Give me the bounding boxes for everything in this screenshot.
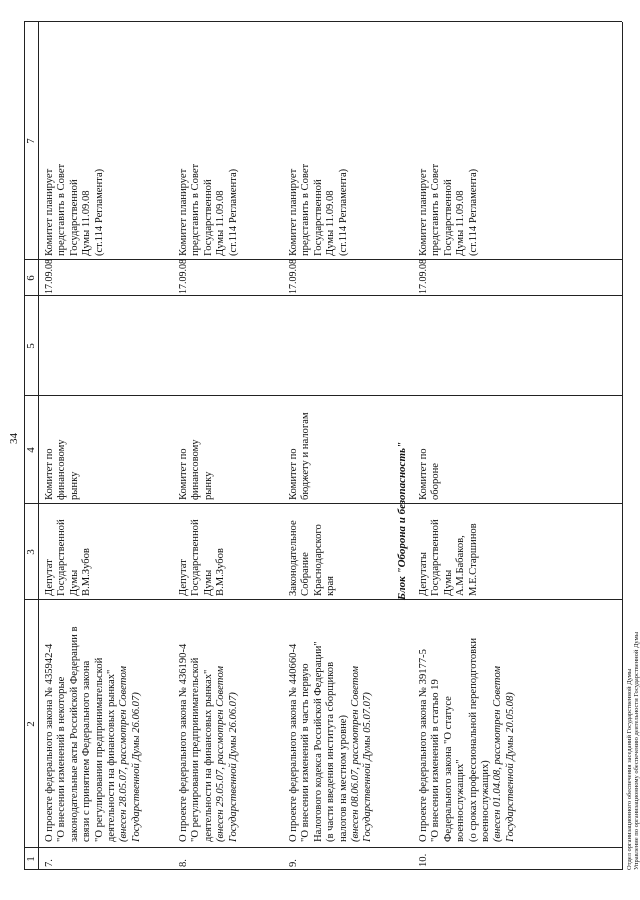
row-number: 9. — [288, 859, 299, 867]
row-plan: Комитет планирует представить в Совет Государственной Думы 11.09.08 (ст.114 Регламента) — [288, 163, 349, 256]
row-number: 10. — [418, 853, 429, 867]
row-title — [178, 602, 240, 842]
footer-line-1: Отдел организационного обеспечения заседаний Государственной Думы — [626, 668, 633, 870]
row-title-text: О проекте федерального закона № 39177-5 "О внесении изменений в статью 19 Федерального закона "О статусе военнослужащих" (о сроках профессиональной переподготовки военнослужащих) — [418, 638, 492, 842]
row-committee: Комитет по обороне — [418, 448, 442, 500]
row-title-text: О проекте федерального закона № 435942-4 "О внесении изменений в некоторые законодательные акты Российской Федерации в связи с принятием Федерального закона "О регулировании предпринимательской деятельности на финансовых рынках" — [44, 626, 118, 842]
row-date: 17.09.08 — [288, 259, 299, 294]
row-committee: Комитет по бюджету и налогам — [288, 412, 312, 500]
header-bottom-border — [38, 22, 39, 870]
row-plan: Комитет планирует представить в Совет Государственной Думы 11.09.08 (ст.114 Регламента) — [418, 163, 479, 256]
row-title — [288, 602, 375, 842]
column-border — [24, 599, 622, 600]
row-committee: Комитет по финансовому рынку — [178, 439, 214, 500]
column-border — [24, 295, 622, 296]
column-border — [24, 847, 622, 848]
row-plan: Комитет планирует представить в Совет Государственной Думы 11.09.08 (ст.114 Регламента) — [178, 163, 239, 256]
header-col-1: 1 — [25, 856, 37, 862]
row-number: 8. — [178, 859, 189, 867]
row-date: 17.09.08 — [44, 259, 55, 294]
row-note: (внесен 28.05.07, рассмотрен Советом Государственной Думы 26.06.07) — [118, 666, 142, 842]
header-col-3: 3 — [25, 549, 37, 555]
row-title-text: О проекте федерального закона № 436190-4 "О регулировании предпринимательской деятельности на финансовых рынках" — [178, 643, 214, 842]
row-number: 7. — [44, 859, 55, 867]
header-col-5: 5 — [25, 343, 37, 349]
row-title-text: О проекте федерального закона № 440660-4 "О внесении изменений в часть первую Налогового кодекса Российской Федерации" (в части введения института сборщиков налогов на местном уровне) — [288, 641, 349, 842]
header-col-6: 6 — [25, 275, 37, 281]
row-initiator: Депутат Государственной Думы В.М.Зубов — [44, 519, 93, 596]
row-title — [418, 602, 517, 842]
row-plan: Комитет планирует представить в Совет Государственной Думы 11.09.08 (ст.114 Регламента) — [44, 163, 105, 256]
row-note: (внесен 29.05.07, рассмотрен Советом Государственной Думы 26.06.07) — [215, 666, 239, 842]
header-col-7: 7 — [25, 138, 37, 144]
column-border — [24, 395, 622, 396]
footer-line-2: Управление по организационному обеспечению деятельности Государственной Думы — [633, 631, 640, 870]
row-initiator: Депутаты Государственной Думы А.М.Бабаков, М.Е.Старшинов — [418, 519, 479, 596]
column-border — [24, 869, 622, 870]
row-initiator: Депутат Государственной Думы В.М.Зубов — [178, 519, 227, 596]
row-title — [44, 602, 143, 842]
table-bottom-border — [622, 22, 623, 870]
row-note: (внесен 01.04.08, рассмотрен Советом Государственной Думы 20.05.08) — [492, 666, 516, 842]
row-note: (внесен 08.06.07, рассмотрен Советом Государственной Думы 05.07.07) — [350, 666, 374, 842]
row-committee: Комитет по финансовому рынку — [44, 439, 80, 500]
column-border — [24, 503, 622, 504]
row-date: 17.09.08 — [178, 259, 189, 294]
header-col-4: 4 — [25, 447, 37, 453]
header-col-2: 2 — [25, 721, 37, 727]
column-border — [24, 21, 622, 22]
row-date: 17.09.08 — [418, 259, 429, 294]
column-border — [24, 259, 622, 260]
page-number: 34 — [8, 433, 20, 444]
block-title: Блок "Оборона и безопасность" — [396, 441, 408, 600]
row-initiator: Законодательное Собрание Краснодарского края — [288, 520, 337, 596]
